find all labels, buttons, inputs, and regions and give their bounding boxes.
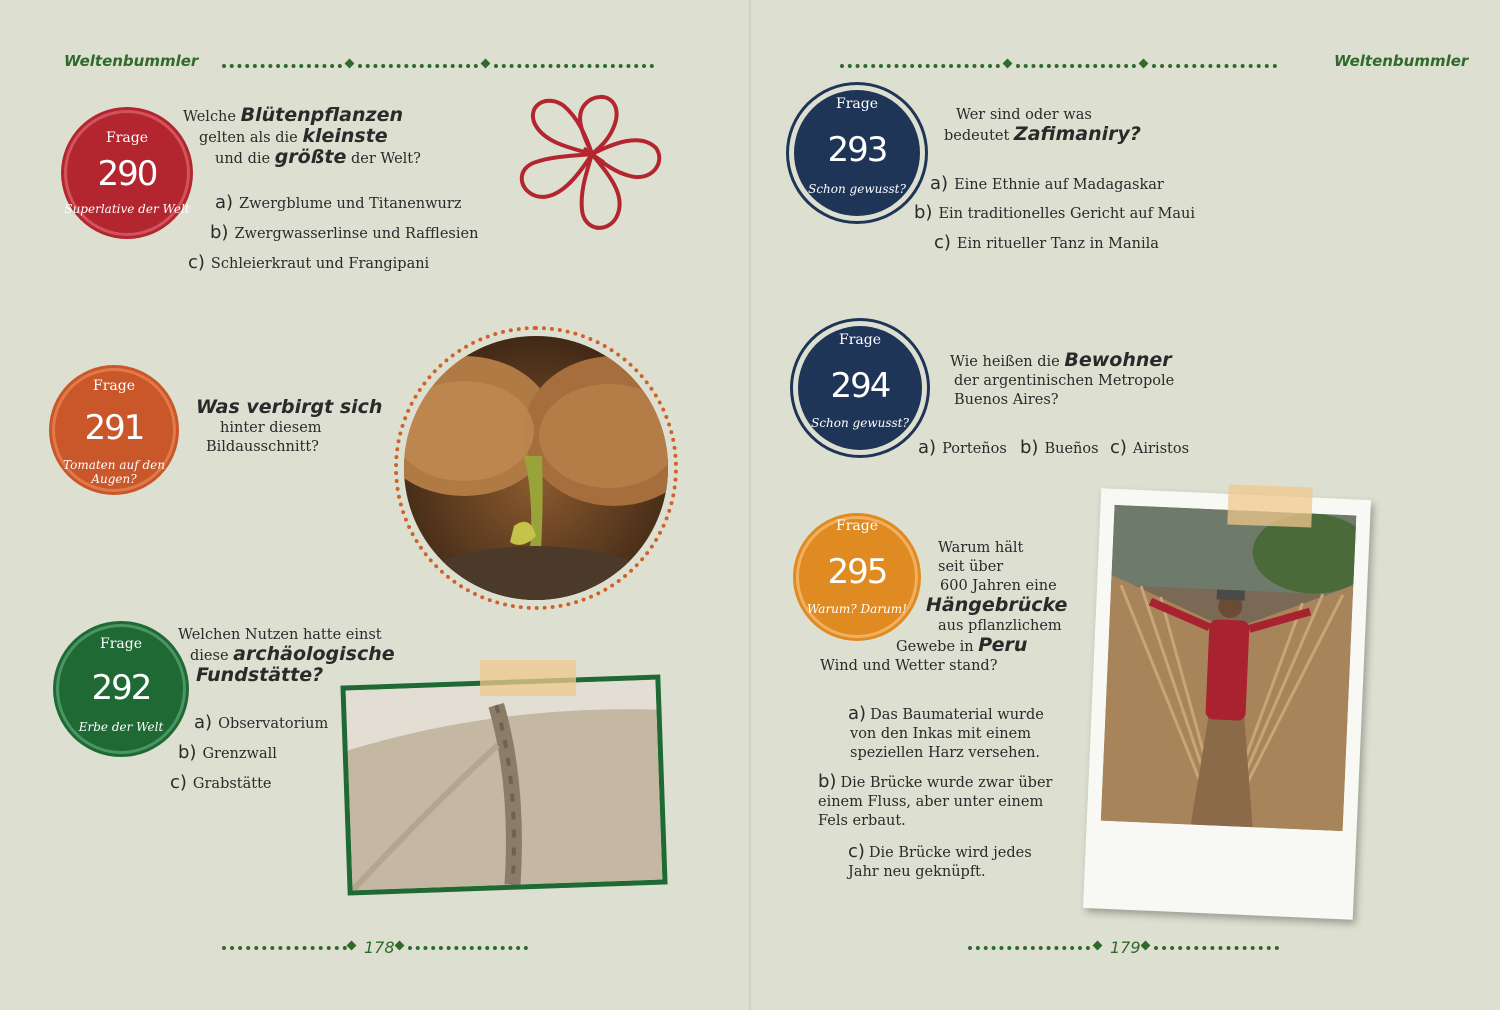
option-293-b: b) Ein traditionelles Gericht auf Maui bbox=[914, 202, 1196, 223]
badge-frage-label: Frage bbox=[106, 130, 148, 146]
badge-number: 291 bbox=[84, 408, 144, 448]
emphasis-bewohner: Bewohner bbox=[1064, 349, 1172, 371]
question-291-text: Was verbirgt sich hinter diesem Bildausschnitt? bbox=[196, 396, 383, 455]
option-295-c: c) Die Brücke wird jedes Jahr neu geknüpft. bbox=[848, 841, 1032, 880]
badge-category: Schon gewusst? bbox=[808, 182, 906, 196]
emphasis-fundstaette: Fundstätte? bbox=[196, 664, 324, 686]
option-294-a: a) Porteños bbox=[918, 437, 1007, 458]
badge-category: Superlative der Welt bbox=[64, 202, 190, 216]
emphasis-was-verbirgt: Was verbirgt sich bbox=[196, 396, 383, 418]
seed-closeup-photo bbox=[404, 336, 668, 600]
header-dots-left-1 bbox=[222, 64, 342, 72]
tape-strip bbox=[1227, 485, 1312, 528]
emphasis-haengebruecke: Hängebrücke bbox=[926, 594, 1068, 616]
option-294-b: b) Bueños bbox=[1020, 437, 1099, 458]
badge-number: 295 bbox=[827, 552, 887, 592]
emphasis-groesste: größte bbox=[274, 146, 347, 168]
badge-number: 290 bbox=[97, 154, 157, 194]
badge-category: Warum? Darum! bbox=[807, 602, 907, 616]
header-dots-right-2 bbox=[1016, 64, 1136, 72]
header-dots-right-3 bbox=[1152, 64, 1277, 72]
option-295-b: b) Die Brücke wurde zwar über einem Fluss, aber unter einem Fels erbaut. bbox=[818, 771, 1053, 829]
question-292-text: Welchen Nutzen hatte einst diese archäologische Fundstätte? bbox=[178, 627, 395, 686]
badge-frage-label: Frage bbox=[839, 332, 881, 348]
badge-frage-label: Frage bbox=[836, 96, 878, 112]
footer-dots-right-1 bbox=[968, 946, 1090, 954]
flower-illustration bbox=[512, 92, 672, 242]
badge-number: 292 bbox=[91, 668, 151, 708]
question-badge-292 bbox=[56, 624, 186, 754]
question-295-text: Warum hält seit über 600 Jahren eine Hängebrücke aus pflanzlichem Gewebe in Peru Wind und Wetter stand? bbox=[820, 540, 1068, 674]
desert-wall-graphic bbox=[346, 680, 663, 891]
running-head-right: Weltenbummler bbox=[1334, 52, 1469, 70]
question-badge-290 bbox=[64, 110, 190, 236]
header-dots-left-2 bbox=[358, 64, 478, 72]
footer-dots-left-1 bbox=[222, 946, 347, 954]
option-294-c: c) Airistos bbox=[1110, 437, 1190, 458]
emphasis-bluetenpflanzen: Blütenpflanzen bbox=[240, 104, 403, 126]
emphasis-archaeologische: archäologische bbox=[233, 643, 395, 665]
question-badge-291 bbox=[52, 368, 176, 492]
question-badge-293 bbox=[794, 90, 920, 216]
option-290-c: c) Schleierkraut und Frangipani bbox=[188, 252, 430, 273]
question-badge-294 bbox=[798, 326, 922, 450]
tape-strip bbox=[480, 660, 576, 696]
option-292-a: a) Observatorium bbox=[194, 712, 329, 733]
hanging-bridge-graphic bbox=[1101, 505, 1357, 831]
page-number-left: 178 bbox=[364, 938, 395, 957]
badge-number: 294 bbox=[830, 366, 890, 406]
option-290-a: a) Zwergblume und Titanenwurz bbox=[215, 192, 462, 213]
footer-dots-right-2 bbox=[1154, 946, 1279, 954]
badge-number: 293 bbox=[827, 130, 887, 170]
question-293-text: Wer sind oder was bedeutet Zafimaniry? bbox=[944, 107, 1141, 145]
running-head-left: Weltenbummler bbox=[64, 52, 199, 70]
badge-frage-label: Frage bbox=[100, 636, 142, 652]
header-dots-left-3 bbox=[494, 64, 654, 72]
question-290-text: Welche Blütenpflanzen gelten als die kleinste und die größte der Welt? bbox=[183, 104, 421, 168]
option-292-c: c) Grabstätte bbox=[170, 772, 272, 793]
footer-dots-left-2 bbox=[408, 946, 528, 954]
header-dots-right-1 bbox=[840, 64, 1000, 72]
badge-category: Schon gewusst? bbox=[811, 416, 909, 430]
badge-frage-label: Frage bbox=[93, 378, 135, 394]
page-number-right: 179 bbox=[1110, 938, 1141, 957]
option-295-a: a) Das Baumaterial wurde von den Inkas mit einem speziellen Harz versehen. bbox=[848, 703, 1044, 761]
option-293-a: a) Eine Ethnie auf Madagaskar bbox=[930, 173, 1164, 194]
badge-category: Erbe der Welt bbox=[78, 720, 164, 734]
emphasis-zafimaniry: Zafimaniry? bbox=[1013, 123, 1141, 145]
badge-frage-label: Frage bbox=[836, 518, 878, 534]
option-290-b: b) Zwergwasserlinse und Rafflesien bbox=[210, 222, 479, 243]
emphasis-peru: Peru bbox=[978, 634, 1028, 656]
emphasis-kleinste: kleinste bbox=[302, 125, 388, 147]
question-294-text: Wie heißen die Bewohner der argentinischen Metropole Buenos Aires? bbox=[950, 349, 1175, 408]
polaroid-bridge-photo bbox=[1083, 488, 1371, 919]
option-292-b: b) Grenzwall bbox=[178, 742, 277, 763]
badge-category: Tomaten auf den Augen? bbox=[63, 458, 165, 486]
option-293-c: c) Ein ritueller Tanz in Manila bbox=[934, 232, 1159, 253]
archaeological-site-photo bbox=[340, 674, 667, 895]
